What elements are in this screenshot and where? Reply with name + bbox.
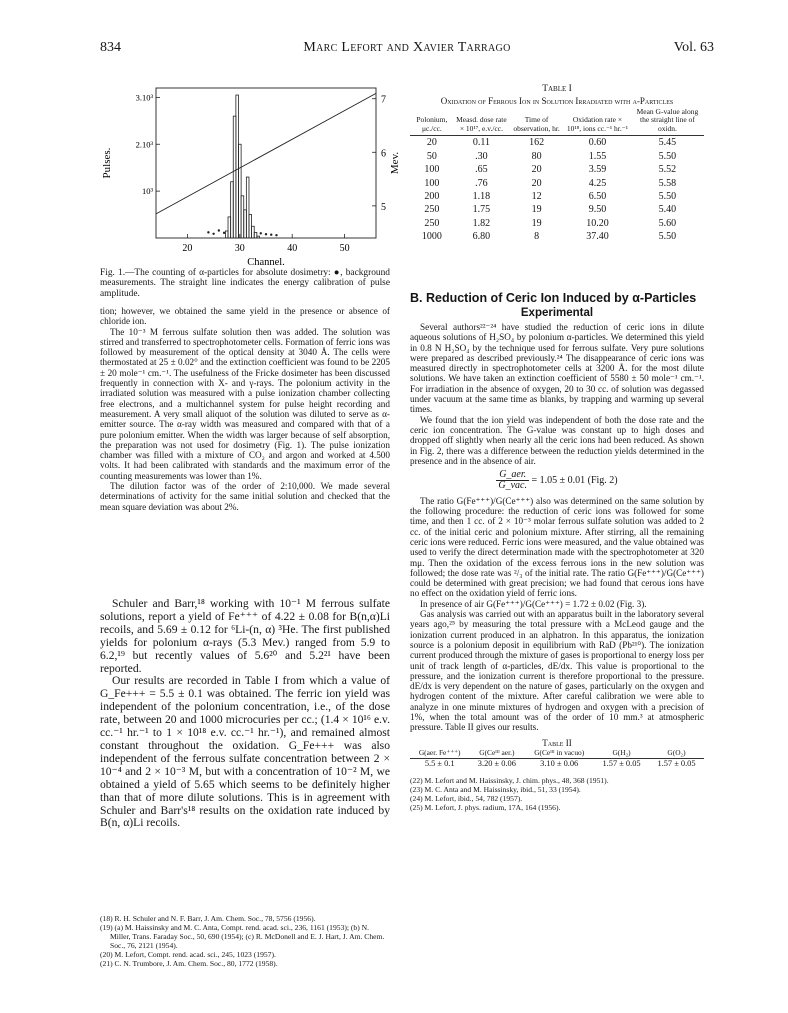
table-row	[410, 190, 704, 203]
table-cell: 4.25	[588, 177, 607, 189]
table-cell: .65	[475, 164, 488, 176]
running-header	[100, 40, 714, 60]
column-header: Polonium, μc./cc.	[410, 108, 454, 136]
table-cell: 20	[531, 164, 542, 176]
table-cell: .30	[475, 150, 488, 162]
volume-label: Vol. 63	[673, 40, 714, 55]
table-2-label: Table II	[542, 737, 572, 748]
table-cell: 5.50	[658, 231, 677, 243]
table-cell: 5.45	[658, 137, 677, 149]
footnote: (24) M. Lefort, ibid., 54, 782 (1957).	[410, 793, 523, 803]
column-header: G(Ceᴵᴵᴵ aer.)	[469, 749, 524, 759]
table-cell: 3.10 ± 0.06	[540, 758, 579, 768]
running-title: Marc Lefort and Xavier Tarrago	[303, 40, 511, 55]
table-cell: 1.18	[472, 190, 491, 202]
table-cell: 5.52	[658, 164, 677, 176]
table-1-grid	[410, 108, 704, 243]
table-row	[410, 150, 704, 163]
table-cell: 100	[424, 164, 440, 176]
equation-rhs: = 1.05 ± 0.01 (Fig. 2)	[531, 475, 618, 487]
table-cell: 100	[424, 177, 440, 189]
table-cell: 37.40	[586, 231, 609, 243]
table-cell: 3.20 ± 0.06	[477, 758, 516, 768]
table-cell: 20	[426, 137, 437, 149]
table-cell: 12	[531, 190, 542, 202]
table-cell: 0.60	[588, 137, 607, 149]
y-tick-label-left: 3.10³	[135, 92, 153, 103]
table-header-row	[410, 749, 704, 759]
table-cell: 1.57 ± 0.05	[602, 758, 641, 768]
footnote: (19) (a) M. Haissinsky and M. C. Anta, Compt. rend. acad. sci., 236, 1161 (1953); (b) N. Miller, Trans. Faraday Soc., 50, 690 (1954); (c) R. McDonell and E. J. Hart, J. Am. Chem. Soc., 76, 2121 (1954).	[100, 923, 385, 950]
table-cell: 5.5 ± 0.1	[424, 758, 455, 768]
subheading: Experimental	[520, 307, 594, 319]
y-tick-label-left: 10³	[141, 186, 153, 197]
background-point	[218, 229, 220, 231]
left-column-text	[100, 306, 390, 512]
table-cell: 10.20	[586, 217, 609, 229]
y-tick-label-left: 2.10³	[135, 139, 153, 150]
footnote: (20) M. Lefort, Compt. rend. acad. sci., 245, 1023 (1957).	[100, 950, 276, 959]
right-footnotes	[410, 776, 704, 812]
table-row	[410, 230, 704, 243]
y-tick-label-right: 6	[381, 148, 386, 160]
x-tick-label: 20	[182, 243, 193, 254]
x-tick-label: 50	[339, 243, 350, 254]
plot-frame	[156, 88, 376, 238]
table-1-title: Oxidation of Ferrous Ion in Solution Irradiated with α-Particles	[440, 96, 674, 106]
table-2-grid	[410, 749, 704, 768]
figure-1-chart	[86, 78, 406, 278]
table-row	[410, 758, 704, 768]
column-header: G(Ceᴵᴵᴵ in vacuo)	[524, 749, 594, 759]
right-column-text	[410, 322, 704, 733]
page-number: 834	[100, 40, 121, 55]
table-cell: 80	[531, 150, 542, 162]
footnote: (23) M. C. Anta and M. Haissinsky, ibid., 51, 33 (1954).	[410, 784, 581, 794]
background-point	[275, 234, 277, 236]
column-header: G(aer. Fe⁺⁺⁺)	[410, 749, 469, 759]
table-cell: 0.11	[472, 137, 490, 149]
column-header: Measd. dose rate × 10¹⁷, e.v./cc.	[454, 108, 509, 136]
table-header-row	[410, 108, 704, 136]
x-axis-label: Channel.	[247, 257, 285, 268]
histogram-bar	[257, 236, 260, 238]
table-cell: 5.50	[658, 190, 677, 202]
table-cell: 5.60	[658, 217, 677, 229]
background-point	[212, 233, 214, 235]
table-cell: 6.80	[472, 231, 491, 243]
paragraph: We found that the ion yield was independent of both the dose rate and the ceric ion concentration. The G-value was constant up to high doses and dropped off slightly when nearly all the ceric ions had been reduced. As shown in Fig. 2, there was a difference between the reduction yields determined in the presence and in the absence of air.	[410, 414, 704, 466]
table-cell: 1000	[421, 231, 442, 243]
background-point	[260, 232, 262, 234]
table-cell: 1.57 ± 0.05	[657, 758, 696, 768]
y-tick-label-right: 5	[381, 201, 386, 213]
column-header: G(O₂)	[649, 749, 704, 759]
table-cell: 19	[531, 204, 542, 216]
table-row	[410, 217, 704, 230]
table-cell: 1.82	[472, 217, 491, 229]
y-tick-label-right: 7	[381, 94, 386, 106]
column-header: Oxidation rate × 10¹⁸, ions cc.⁻¹ hr.⁻¹	[564, 108, 631, 136]
column-header: Mean G-value along the straight line of oxidn.	[631, 108, 704, 136]
table-row	[410, 163, 704, 176]
y-axis-label-right: Mev.	[389, 151, 401, 175]
calibration-line	[156, 93, 376, 214]
table-cell: 1.75	[472, 204, 491, 216]
paragraph: The dilution factor was of the order of 2:10,000. We made several determinations of activity for the same initial solution and checked that the mean square deviation was about 2%.	[100, 481, 390, 512]
fraction	[496, 470, 529, 492]
footnote: (21) C. N. Trumbore, J. Am. Chem. Soc., 80, 1772 (1958).	[100, 959, 278, 968]
table-cell: 6.50	[588, 190, 607, 202]
paragraph: Schuler and Barr,¹⁸ working with 10⁻¹ M ferrous sulfate solutions, report a yield of Fe⁺⁺⁺ of 4.22 ± 0.08 for B(n,α)Li recoils, and 5.69 ± 0.12 for ⁶Li-(n, α) ³He. The first published yields for polonium α-rays (5.3 Mev.) ranged from 5.9 to 6.2,¹⁹ but recently values of 5.6²⁰ and 5.2²¹ have been reported.	[100, 597, 390, 675]
paragraph: The ratio G(Fe⁺⁺⁺)/G(Ce⁺⁺⁺) also was determined on the same solution by the following procedure: the reduction of ceric ions was followed for some time, and then 1 cc. of 2 × 10⁻³ molar ferrous sulfate solution was added to 2 cc. of the initial ceric and polonium mixture. After stirring, all the remaining ceric ions were reduced. Ferric ions were measured, and the value obtained was used to verify the direct determination made with the spectrophotometer at 320 mμ. Then the oxidation of the excess ferrous ions in the new solution was followed; the dose rate was ²/₃ of the initial rate. The ratio G(Fe⁺⁺⁺)/G(Ce⁺⁺⁺) could be determined with great precision; we had found that cerous ions have no effect on the oxidation yield of ferric ions.	[410, 495, 704, 599]
background-point	[265, 233, 267, 235]
table-cell: 5.50	[658, 150, 677, 162]
table-1-body	[410, 136, 704, 244]
footnote: (18) R. H. Schuler and N. F. Barr, J. Am. Chem. Soc., 78, 5756 (1956).	[100, 914, 316, 923]
table-cell: 5.40	[658, 204, 677, 216]
denominator: G_vac.	[498, 480, 527, 492]
table-cell: 162	[529, 137, 545, 149]
table-cell: 20	[531, 177, 542, 189]
table-1	[410, 84, 704, 243]
table-1-label: Table I	[542, 84, 572, 94]
x-tick-label: 30	[234, 243, 245, 254]
section-heading: B. Reduction of Ceric Ion Induced by α-Particles	[410, 291, 697, 305]
paragraph: In presence of air G(Fe⁺⁺⁺)/G(Ce⁺⁺⁺) = 1.72 ± 0.02 (Fig. 3).	[420, 598, 647, 609]
left-column-results	[100, 598, 390, 830]
table-cell: 1.55	[588, 150, 607, 162]
column-header: Time of observation, hr.	[509, 108, 564, 136]
background-point	[207, 231, 209, 233]
right-column	[410, 291, 704, 812]
table-cell: 50	[426, 150, 437, 162]
paragraph: Gas analysis was carried out with an apparatus built in the laboratory several years ago,²⁵ by measuring the total pressure with a McLeod gauge and the ionization current produced in an alphatron. In this apparatus, the ionization source is a polonium deposit in equilibrium with RaD (Pb²¹⁰). The ionization current produced through the mixture of gases is proportional to energy loss per unit of track length of α-particles, dE/dx. This value is proportional to the pressure, and the ionization current is therefore proportional to the pressure. dE/dx is very dependent on the nature of gases, particularly on the oxygen and hydrogen content of the mixture. After careful calibration we were able to analyze in one minute mixtures of hydrogen and oxygen with a precision of 1%, when the total amount was of the order of 10 mm.³ at atmospheric pressure. Table II gives our results.	[410, 609, 704, 733]
column-header: G(H₂)	[594, 749, 649, 759]
left-footnotes	[100, 914, 390, 968]
paragraph: Our results are recorded in Table I from which a value of G_Fe+++ = 5.5 ± 0.1 was obtained. The ferric ion yield was independent of the polonium concentration, i.e., of the dose rate, between 20 and 1000 microcuries per cc.; (1.4 × 10¹⁶ e.v. cc.⁻¹ hr.⁻¹ to 1 × 10¹⁸ e.v. cc.⁻¹ hr.⁻¹), and remained almost constant throughout the oxidation. G_Fe+++ was also independent of the ferrous sulfate concentration between 2 × 10⁻⁴ and 2 × 10⁻³ M, but with a concentration of 10⁻² M, we obtained a yield of 5.65 which seems to be definitely higher than that of more dilute solutions. This is in agreement with Schuler and Barr's¹⁸ results on the oxidation rate induced by B(n, α)Li recoils.	[100, 674, 390, 830]
table-cell: 5.58	[658, 177, 677, 189]
table-cell: 3.59	[588, 164, 607, 176]
equation	[410, 470, 704, 492]
table-cell: 8	[534, 231, 540, 243]
table-cell: 9.50	[588, 204, 607, 216]
y-axis-label-left: Pulses.	[101, 147, 113, 179]
table-row	[410, 203, 704, 216]
background-point	[270, 234, 272, 236]
paragraph: The 10⁻³ M ferrous sulfate solution then was added. The solution was stirred and transferred to spectrophotometer cells. Formation of ferric ions was followed by measurement of the optical density at 3040 Å. The cells were thermostated at 25 ± 0.02° and the extinction coefficient was found to be 2205 ± 20 mole⁻¹ cm.⁻¹. The usefulness of the Fricke dosimeter has been discussed frequently in connection with X- and γ-rays. The polonium activity in the irradiated solution was measured with a pulse ionization chamber collecting free electrons, and a multichannel system for pulse height recording and measurement. A very small aliquot of the solution was diluted to serve as α-emitter source. The α-ray width was measured and compared with that of a pure polonium emitter. When the width was larger because of self absorption, the preparation was not used for dosimetry (Fig. 1). The pulse ionization chamber was filled with a mixture of CO₂ and argon and worked at 4.500 volts. It had been calibrated with standards and the maximum error of the counting measurements was lower than 1%.	[100, 326, 390, 481]
table-cell: 250	[424, 204, 440, 216]
numerator: G_aer.	[496, 470, 529, 481]
paragraph: Several authors²²⁻²⁴ have studied the reduction of ceric ions in dilute aqueous solutions of H₂SO₄ by polonium α-particles. We determined this yield in 0.8 N H₂SO₄ by the technique used for ferrous sulfate. Very pure solutions were prepared as described previously.²⁴ The disappearance of ceric ions was measured directly in spectrophotometer cells at 3200 Å. for the most dilute solutions. We have taken an extinction coefficient of 5580 ± 50 mole⁻¹ cm.⁻¹. For irradiation in the absence of oxygen, 20 to 30 cc. of solution was degassed under vacuum at the same time as blanks, by trapping and warming up several times.	[410, 322, 704, 415]
x-tick-label: 40	[287, 243, 298, 254]
background-point	[223, 232, 225, 234]
table-cell: 250	[424, 217, 440, 229]
table-cell: 19	[531, 217, 542, 229]
table-cell: 200	[424, 190, 440, 202]
table-row	[410, 176, 704, 189]
table-row	[410, 136, 704, 150]
paragraph: tion; however, we obtained the same yield in the presence or absence of chloride ion.	[100, 306, 390, 327]
figure-1	[86, 78, 406, 278]
footnote: (22) M. Lefort and M. Haissinsky, J. chim. phys., 48, 368 (1951).	[410, 775, 609, 785]
table-cell: .76	[475, 177, 488, 189]
caption-text: Fig. 1.—The counting of α-particles for absolute dosimetry: ●, background measurements. The straight line indicates the energy calibration of pulse amplitude.	[100, 268, 390, 299]
footnote: (25) M. Lefort, J. phys. radium, 17A, 164 (1956).	[410, 802, 561, 812]
figure-1-caption	[100, 268, 390, 299]
